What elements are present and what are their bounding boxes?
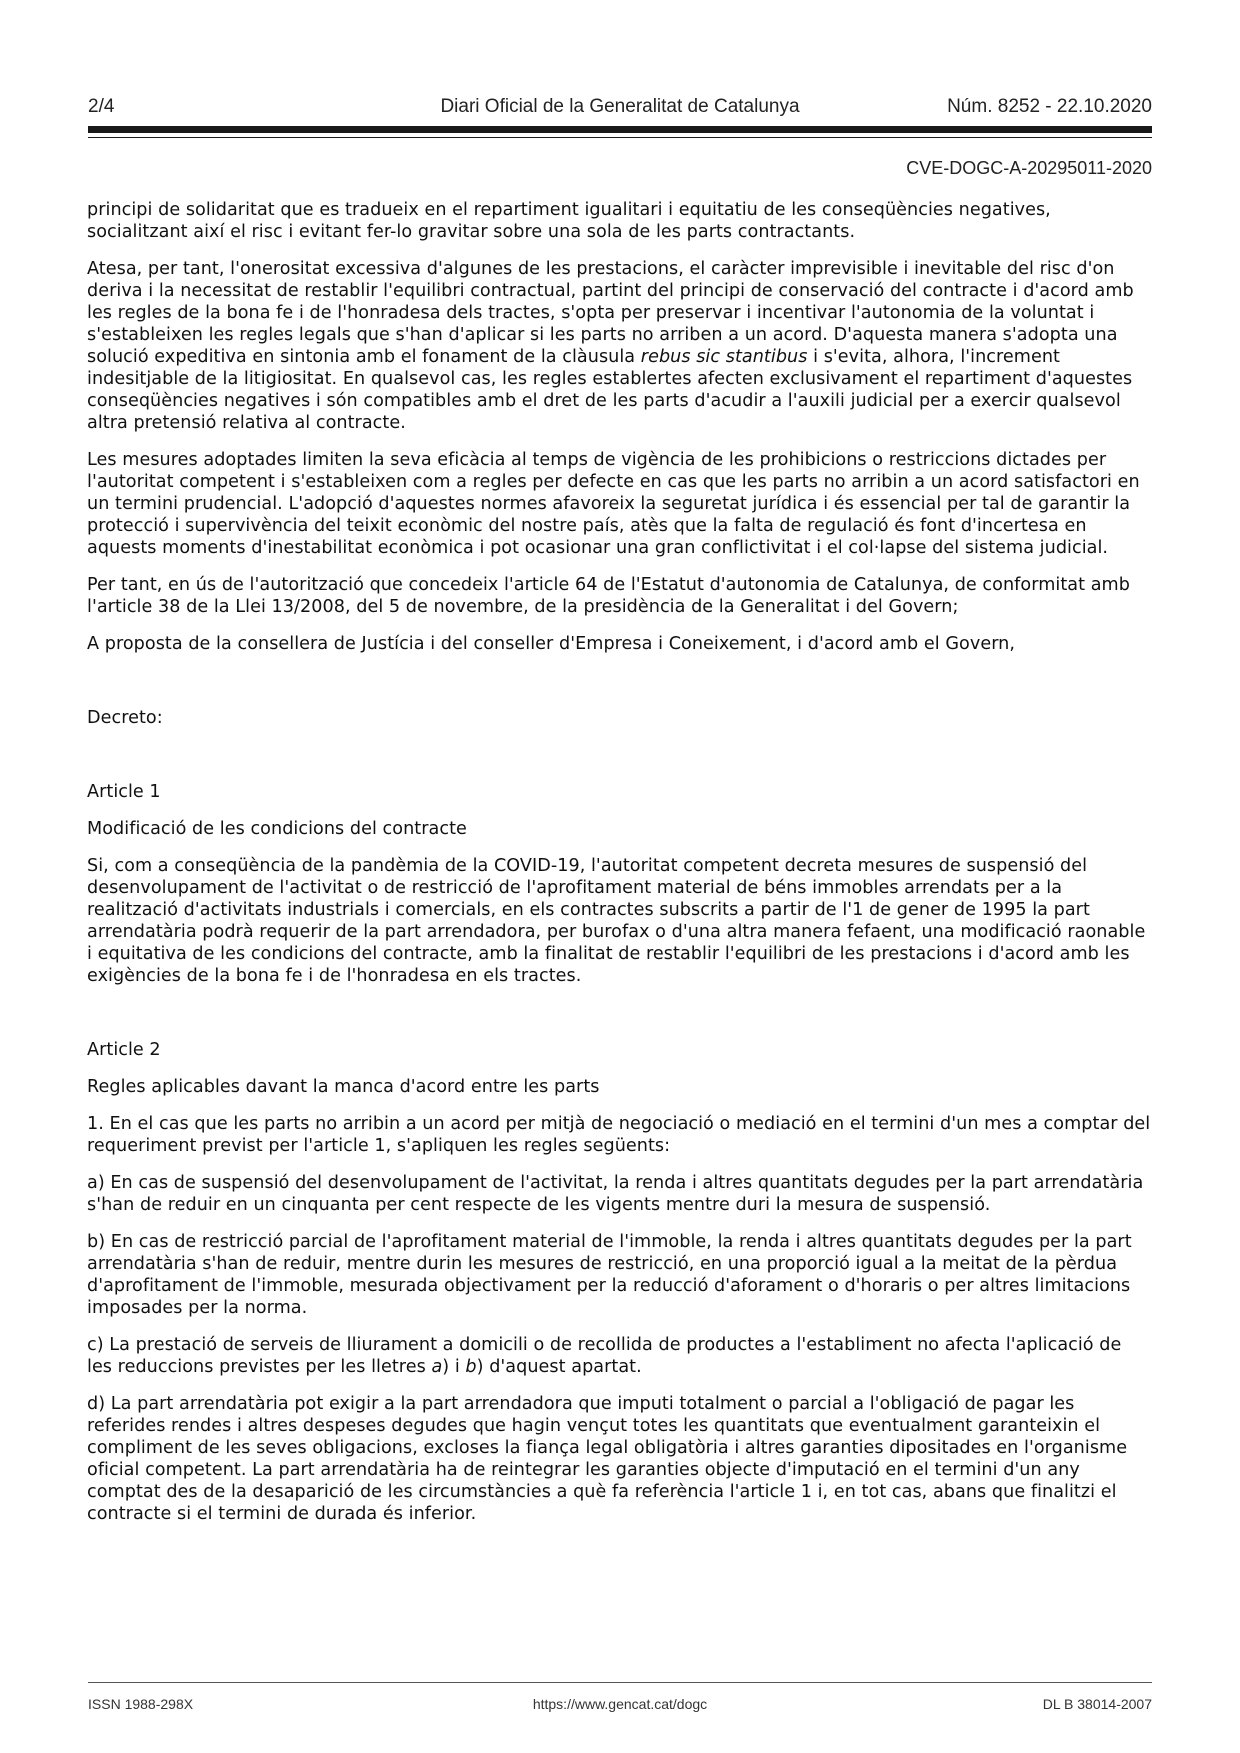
- paragraph-2: [87, 258, 1152, 434]
- letter-a-ref: a: [431, 1357, 443, 1377]
- page-number: 2/4: [88, 96, 115, 117]
- article-2-heading: Regles aplicables davant la manca d'acord entre les parts: [87, 1077, 600, 1097]
- paragraph-2-part-1: Atesa, per tant, l'onerositat excessiva d'algunes de les prestacions, el caràcter imprevisible i inevitable del risc d'on deriva i la necessitat de restablir l'equilibri contractual, partint del principi de conservació del contracte i d'acord amb les regles de la bona fe i de l'honradesa dels tractes, s'opta per preservar i incentivar l'autonomia de la voluntat i s'estableixen les regles legals que s'han d'aplicar si les parts no arriben a un acord. D'aquesta manera s'adopta una solució expeditiva en sintonia amb el fonament de la clàusula: [87, 259, 1134, 367]
- header-rule-thick: [88, 126, 1152, 133]
- item-c-part-3: ) d'aquest apartat.: [476, 1357, 642, 1377]
- article-2-item-b: b) En cas de restricció parcial de l'aprofitament material de l'immoble, la renda i altres quantitats degudes per la part arrendatària s'han de reduir, mentre durin les mesures de restricció, en una proporció igual a la meitat de la pèrdua d'aprofitament de l'immoble, mesurada objectivament per la reducció d'aforament o d'horaris o per altres limitacions imposades per la norma.: [87, 1232, 1132, 1318]
- paragraph-2-part-2: i s'evita, alhora, l'increment indesitjable de la litigiositat. En qualsevol cas, les regles establertes afecten exclusivament el repartiment d'aquestes conseqüències negatives i són compatibles amb el dret de les parts d'acudir a l'auxili judicial per a exercir qualsevol altra pretensió relativa al contracte.: [87, 347, 1133, 433]
- decreto-label: Decreto:: [87, 708, 163, 728]
- issue-number-date: Núm. 8252 - 22.10.2020: [947, 96, 1152, 117]
- footer-rule: [88, 1682, 1152, 1683]
- article-2-item-1: 1. En el cas que les parts no arribin a un acord per mitjà de negociació o mediació en el termini d'un mes a comptar del requeriment previst per l'article 1, s'apliquen les regles següents:: [87, 1114, 1151, 1156]
- header-rule-thin: [88, 137, 1152, 138]
- article-1-text: Si, com a conseqüència de la pandèmia de la COVID-19, l'autoritat competent decreta mesures de suspensió del desenvolupament de l'activitat o de restricció de l'aprofitament material de béns immobles arrendats per a la realització d'activitats industrials i comercials, en els contractes subscrits a partir de l'1 de gener de 1995 la part arrendatària podrà requerir de la part arrendadora, per burofax o d'una altra manera fefaent, una modificació raonable i equitativa de les condicions del contracte, amb la finalitat de restablir l'equilibri de les prestacions i d'acord amb les exigències de la bona fe i de l'honradesa en els tractes.: [87, 856, 1146, 986]
- item-c-part-2: ) i: [442, 1357, 466, 1377]
- legal-deposit: DL B 38014-2007: [1042, 1696, 1152, 1712]
- paragraph-3: Les mesures adoptades limiten la seva eficàcia al temps de vigència de les prohibicions o restriccions dictades per l'autoritat competent i s'estableixen com a regles per defecte en cas que les parts no arribin a un acord satisfactori en un termini prudencial. L'adopció d'aquestes normes afavoreix la seguretat jurídica i és essencial per tal de garantir la protecció i supervivència del teixit econòmic del nostre país, atès que la falta de regulació és font d'incertesa en aquests moments d'inestabilitat econòmica i pot ocasionar una gran conflictivitat i el col·lapse del sistema judicial.: [87, 450, 1140, 558]
- article-2-item-a: a) En cas de suspensió del desenvolupament de l'activitat, la renda i altres quantitats degudes per la part arrendatària s'han de reduir en un cinquanta per cent respecte de les vigents mentre duri la mesura de suspensió.: [87, 1173, 1144, 1215]
- journal-title: Diari Oficial de la Generalitat de Catalunya: [440, 96, 800, 117]
- article-2-item-c: [87, 1334, 1152, 1378]
- article-1-title: Article 1: [87, 782, 161, 802]
- article-2-item-d: d) La part arrendatària pot exigir a la part arrendadora que imputi totalment o parcial a l'obligació de pagar les referides rendes i altres despeses degudes que hagin vençut totes les quantitats que eventualment garanteixin el compliment de les seves obligacions, excloses la fiança legal obligatòria i altres garanties dipositades en l'organisme oficial competent. La part arrendatària ha de reintegrar les garanties objecte d'imputació en el termini d'un any comptat des de la desaparició de les circumstàncies a què fa referència l'article 1 i, en tot cas, abans que finalitzi el contracte si el termini de durada és inferior.: [87, 1394, 1128, 1524]
- item-c-part-1: c) La prestació de serveis de lliurament a domicili o de recollida de productes a l'establiment no afecta l'aplicació de les reduccions previstes per les lletres: [87, 1335, 1122, 1377]
- cve-code: CVE-DOGC-A-20295011-2020: [906, 158, 1152, 178]
- latin-clause: rebus sic stantibus: [640, 347, 808, 367]
- issn: ISSN 1988-298X: [88, 1696, 194, 1712]
- document-body: [87, 199, 1152, 1540]
- paragraph-1: principi de solidaritat que es tradueix en el repartiment igualitari i equitatiu de les conseqüències negatives, socialitzant així el risc i evitant fer-lo gravitar sobre una sola de les parts contractants.: [87, 200, 1051, 242]
- paragraph-5: A proposta de la consellera de Justícia i del conseller d'Empresa i Coneixement, i d'acord amb el Govern,: [87, 634, 1016, 654]
- article-1-heading: Modificació de les condicions del contracte: [87, 819, 467, 839]
- letter-b-ref: b: [465, 1357, 477, 1377]
- footer-url: https://www.gencat.cat/dogc: [532, 1696, 708, 1712]
- article-2-title: Article 2: [87, 1040, 161, 1060]
- paragraph-4: Per tant, en ús de l'autorització que concedeix l'article 64 de l'Estatut d'autonomia de Catalunya, de conformitat amb l'article 38 de la Llei 13/2008, del 5 de novembre, de la presidència de la Generalitat i del Govern;: [87, 575, 1130, 617]
